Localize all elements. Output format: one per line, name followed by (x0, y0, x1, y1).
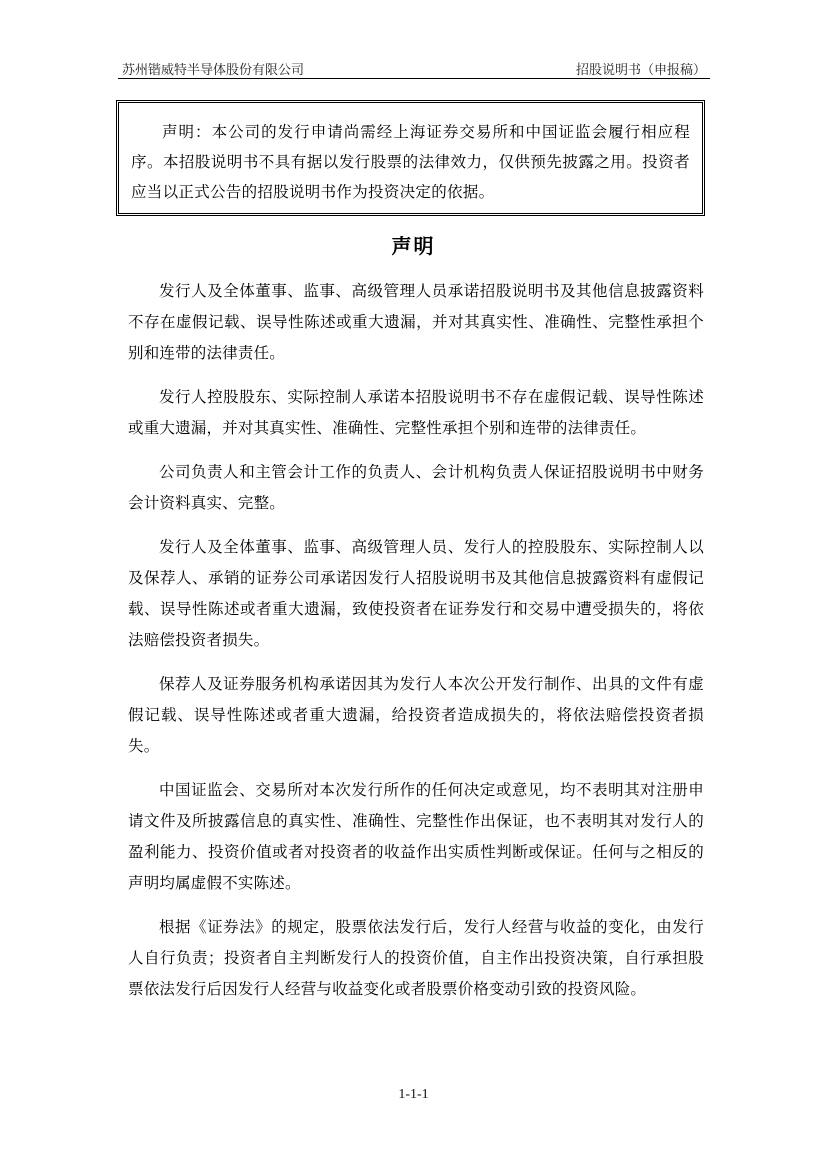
paragraph-1: 发行人及全体董事、监事、高级管理人员承诺招股说明书及其他信息披露资料不存在虚假记载、误导性陈述或重大遗漏，并对其真实性、准确性、完整性承担个别和连带的法律责任。 (128, 282, 704, 362)
paragraph-6: 中国证监会、交易所对本次发行所作的任何决定或意见，均不表明其对注册申请文件及所披露信息的真实性、准确性、完整性作出保证，也不表明其对发行人的盈利能力、投资价值或者对投资者的收益作出实质性判断或保证。任何与之相反的声明均属虚假不实陈述。 (128, 781, 704, 892)
page-number: 1-1-1 (398, 1087, 429, 1102)
paragraph-3: 公司负责人和主管会计工作的负责人、会计机构负责人保证招股说明书中财务会计资料真实、完整。 (128, 463, 704, 512)
paragraph-4: 发行人及全体董事、监事、高级管理人员、发行人的控股股东、实际控制人以及保荐人、承销的证券公司承诺因发行人招股说明书及其他信息披露资料有虚假记载、误导性陈述或者重大遗漏，致使投资者在证券发行和交易中遭受损失的，将依法赔偿投资者损失。 (128, 538, 704, 649)
paragraph-5: 保荐人及证券服务机构承诺因其为发行人本次公开发行制作、出具的文件有虚假记载、误导性陈述或者重大遗漏，给投资者造成损失的，将依法赔偿投资者损失。 (128, 675, 704, 755)
notice-box (116, 100, 705, 216)
notice-text: 声明：本公司的发行申请尚需经上海证券交易所和中国证监会履行相应程序。本招股说明书不具有据以发行股票的法律效力，仅供预先披露之用。投资者应当以正式公告的招股说明书作为投资决定的依据。 (131, 123, 690, 201)
header-company-name: 苏州锴威特半导体股份有限公司 (122, 63, 305, 78)
paragraph-2: 发行人控股股东、实际控制人承诺本招股说明书不存在虚假记载、误导性陈述或重大遗漏，并对其真实性、准确性、完整性承担个别和连带的法律责任。 (128, 388, 704, 437)
page-title: 声明 (391, 234, 436, 258)
header-document-type: 招股说明书（申报稿） (575, 63, 706, 78)
page-header (118, 56, 710, 79)
declaration-body (128, 276, 704, 1018)
paragraph-7: 根据《证券法》的规定，股票依法发行后，发行人经营与收益的变化，由发行人自行负责；投资者自主判断发行人的投资价值，自主作出投资决策，自行承担股票依法发行后因发行人经营与收益变化或者股票价格变动引致的投资风险。 (128, 918, 704, 998)
